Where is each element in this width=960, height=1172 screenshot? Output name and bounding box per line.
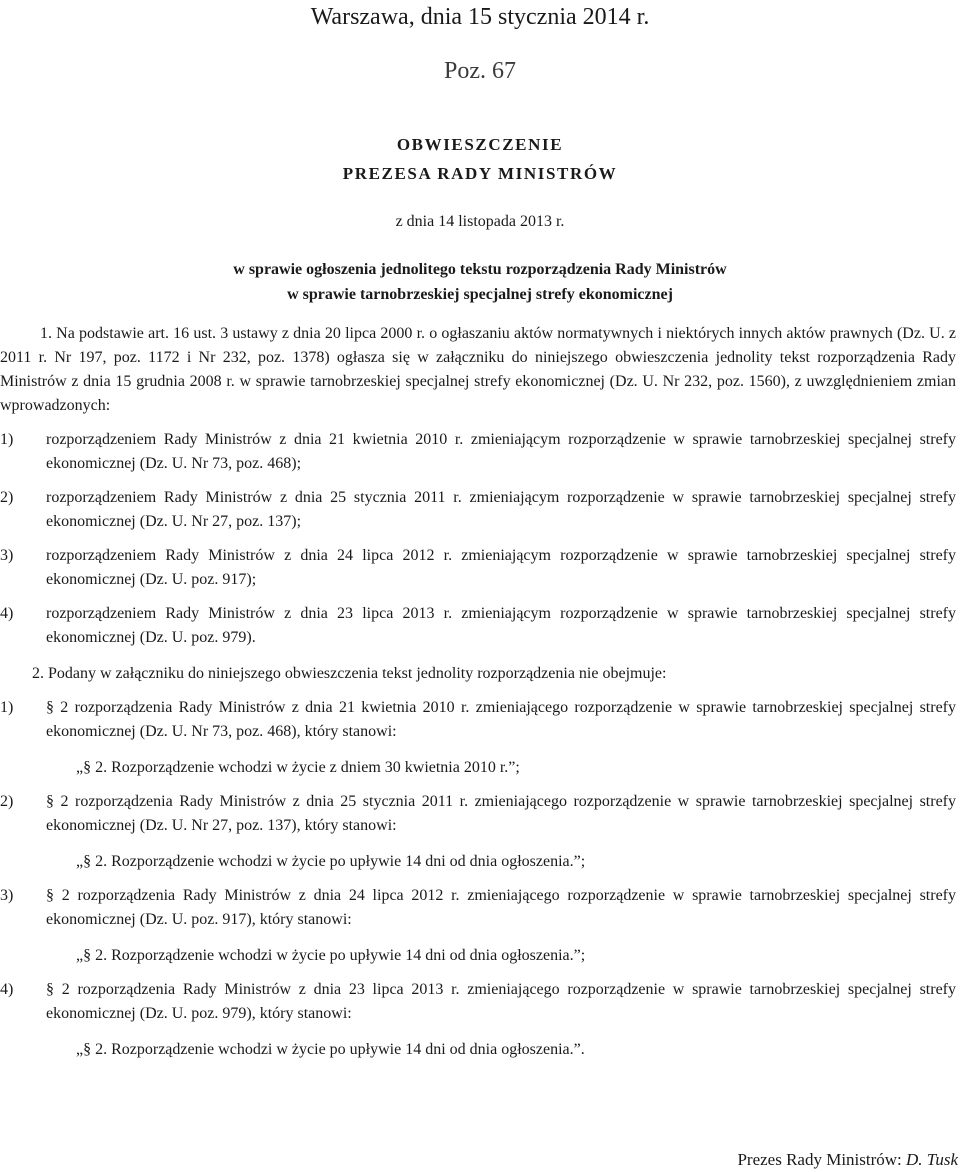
- list-item-text: rozporządzeniem Rady Ministrów z dnia 25 stycznia 2011 r. zmieniającym rozporządzenie w sprawie tarnobrzeskiej specjalnej strefy ekonomicznej (Dz. U. Nr 27, poz. 137);: [46, 489, 956, 530]
- section-1-paragraph: 1. Na podstawie art. 16 ust. 3 ustawy z dnia 20 lipca 2000 r. o ogłaszaniu aktów normatywnych i niektórych innych aktów prawnych (Dz. U. z 2011 r. Nr 197, poz. 1172 i Nr 232, poz. 1378) ogłasza się w załączniku do niniejszego obwieszczenia jednolity tekst rozporządzenia Rady Ministrów z dnia 15 grudnia 2008 r. w sprawie tarnobrzeskiej specjalnej strefy ekonomicznej (Dz. U. Nr 232, poz. 1560), z uwzględnieniem zmian wprowadzonych:: [0, 325, 956, 414]
- list-item: [0, 790, 956, 874]
- list-item: [0, 486, 956, 534]
- list-item-text: rozporządzeniem Rady Ministrów z dnia 24 lipca 2012 r. zmieniającym rozporządzenie w sprawie tarnobrzeskiej specjalnej strefy ekonomicznej (Dz. U. poz. 917);: [46, 547, 956, 588]
- list-item-text: § 2 rozporządzenia Rady Ministrów z dnia 21 kwietnia 2010 r. zmieniającego rozporządzenie w sprawie tarnobrzeskiej specjalnej strefy ekonomicznej (Dz. U. Nr 73, poz. 468), który stanowi:: [46, 699, 956, 740]
- quoted-provision: „§ 2. Rozporządzenie wchodzi w życie po upływie 14 dni od dnia ogłoszenia.”;: [76, 853, 586, 870]
- list-item: [0, 428, 956, 476]
- quoted-provision: „§ 2. Rozporządzenie wchodzi w życie z dniem 30 kwietnia 2010 r.”;: [76, 759, 520, 776]
- quoted-provision: „§ 2. Rozporządzenie wchodzi w życie po upływie 14 dni od dnia ogłoszenia.”;: [76, 947, 586, 964]
- subject-line-1: w sprawie ogłoszenia jednolitego tekstu rozporządzenia Rady Ministrów: [233, 261, 727, 278]
- list-item-number: 2): [0, 489, 14, 506]
- header-position: Poz. 67: [444, 58, 516, 84]
- list-item-text: rozporządzeniem Rady Ministrów z dnia 23 lipca 2013 r. zmieniającym rozporządzenie w sprawie tarnobrzeskiej specjalnej strefy ekonomicznej (Dz. U. poz. 979).: [46, 605, 956, 646]
- list-item-number: 2): [0, 793, 14, 810]
- subject-line-2: w sprawie tarnobrzeskiej specjalnej strefy ekonomicznej: [287, 286, 673, 303]
- list-item-text: § 2 rozporządzenia Rady Ministrów z dnia 23 lipca 2013 r. zmieniającego rozporządzenie w sprawie tarnobrzeskiej specjalnej strefy ekonomicznej (Dz. U. poz. 979), który stanowi:: [46, 981, 956, 1022]
- section-1-list: [0, 428, 956, 650]
- list-item-number: 1): [0, 431, 14, 448]
- document-issuer: PREZESA RADY MINISTRÓW: [342, 164, 618, 183]
- list-item: [0, 602, 956, 650]
- list-item: [0, 978, 956, 1062]
- list-item: [0, 696, 956, 780]
- list-item-number: 3): [0, 547, 14, 564]
- issue-date: z dnia 14 listopada 2013 r.: [395, 213, 565, 230]
- document-body: [0, 322, 956, 1062]
- list-item-text: § 2 rozporządzenia Rady Ministrów z dnia 25 stycznia 2011 r. zmieniającego rozporządzenie w sprawie tarnobrzeskiej specjalnej strefy ekonomicznej (Dz. U. Nr 27, poz. 137), który stanowi:: [46, 793, 956, 834]
- section-2-list: [0, 696, 956, 1062]
- list-item-number: 4): [0, 605, 14, 622]
- quoted-provision: „§ 2. Rozporządzenie wchodzi w życie po upływie 14 dni od dnia ogłoszenia.”.: [76, 1041, 585, 1058]
- list-item-text: § 2 rozporządzenia Rady Ministrów z dnia 24 lipca 2012 r. zmieniającego rozporządzenie w sprawie tarnobrzeskiej specjalnej strefy ekonomicznej (Dz. U. poz. 917), który stanowi:: [46, 887, 956, 928]
- list-item-number: 1): [0, 699, 14, 716]
- list-item: [0, 884, 956, 968]
- section-2-paragraph: 2. Podany w załączniku do niniejszego obwieszczenia tekst jednolity rozporządzenia nie obejmuje:: [32, 665, 667, 682]
- signature-name: D. Tusk: [906, 1150, 958, 1169]
- signature-role: Prezes Rady Ministrów:: [737, 1150, 907, 1169]
- list-item: [0, 544, 956, 592]
- list-item-number: 3): [0, 887, 14, 904]
- signature: [737, 1148, 958, 1172]
- list-item-number: 4): [0, 981, 14, 998]
- header-date: Warszawa, dnia 15 stycznia 2014 r.: [310, 4, 650, 30]
- document-subject: [0, 257, 960, 307]
- list-item-text: rozporządzeniem Rady Ministrów z dnia 21 kwietnia 2010 r. zmieniającym rozporządzenie w sprawie tarnobrzeskiej specjalnej strefy ekonomicznej (Dz. U. Nr 73, poz. 468);: [46, 431, 956, 472]
- document-title: OBWIESZCZENIE: [396, 135, 564, 154]
